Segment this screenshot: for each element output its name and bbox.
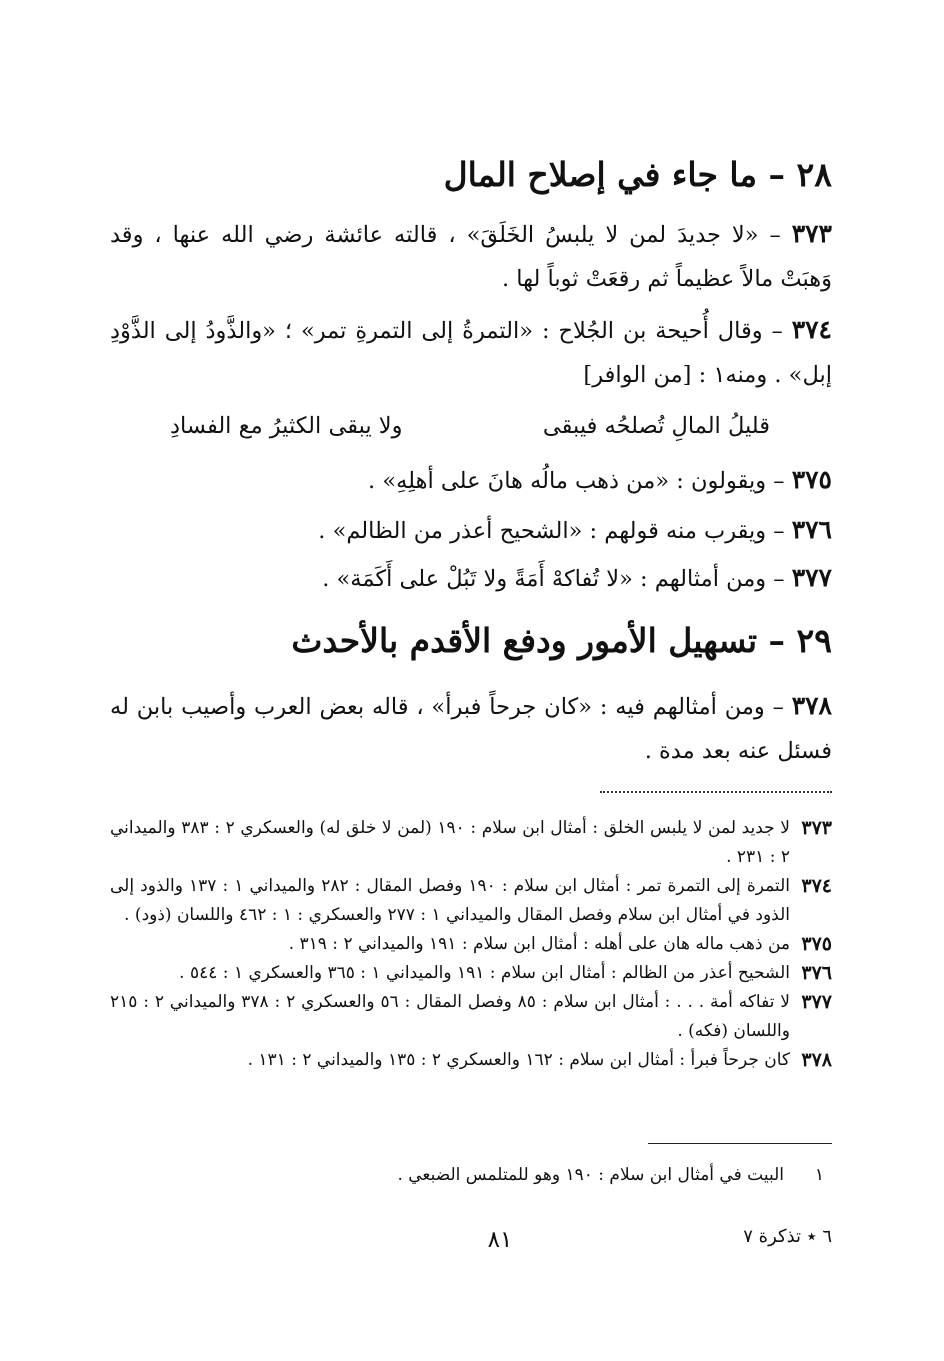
footnote-377 — [110, 988, 832, 1046]
entry-number-377: ٣٧٧ — [791, 563, 832, 592]
poetry-verse — [170, 404, 770, 448]
entry-text-376: – ويقرب منه قولهم : «الشحيح أعذر من الظالم» . — [318, 518, 792, 544]
footnote-number: ٣٧٣ — [801, 817, 832, 839]
entry-text-374: – وقال أُحيحة بن الجُلاح : «التمرةُ إلى التمرةِ تمر» ؛ «والذَّودُ إلى الذَّوْدِ إبل» . ومنه١ : [من الوافر] — [110, 318, 832, 388]
footnote-376 — [110, 959, 832, 988]
paragraph-376 — [110, 508, 832, 553]
paragraph-377 — [110, 556, 832, 601]
footnote-number: ٣٧٨ — [801, 1049, 832, 1071]
paragraph-378 — [110, 684, 832, 773]
footnote-text: التمرة إلى التمرة تمر : أمثال ابن سلام : ١٩٠ وفصل المقال : ٢٨٢ والميداني ١ : ١٣٧ والذود إلى الذود في أمثال ابن سلام وفصل المقال والميداني ١ : ٢٧٧ والعسكري : ١ : ٤٦٢ واللسان (ذود) . — [110, 876, 790, 925]
footnote-text: الشحيح أعذر من الظالم : أمثال ابن سلام : ١٩١ والميداني ١ : ٣٦٥ والعسكري ١ : ٥٤٤ . — [179, 963, 790, 983]
footnote-number: ٣٧٥ — [801, 933, 832, 955]
entry-number-375: ٣٧٥ — [791, 465, 832, 494]
footnote-375 — [110, 930, 832, 959]
verse-footnote-number: ١ — [814, 1165, 824, 1185]
footnote-divider — [648, 1143, 832, 1144]
entry-number-374: ٣٧٤ — [791, 315, 832, 344]
footnote-number: ٣٧٦ — [801, 962, 832, 984]
verse-hemistich-first: قليلُ المالِ تُصلحُه فيبقى — [542, 413, 770, 439]
entry-number-378: ٣٧٨ — [791, 691, 832, 720]
section-heading-28: ٢٨ – ما جاء في إصلاح المال — [443, 155, 832, 194]
footnote-text: كان جرحاً فبرأ : أمثال ابن سلام : ١٦٢ والعسكري ٢ : ١٣٥ والميداني ٢ : ١٣١ . — [247, 1050, 790, 1070]
entry-text-373: – «لا جديدَ لمن لا يلبسُ الخَلَقَ» ، قالته عائشة رضي الله عنها ، وقد وَهبَتْ مالاً عظيماً ثم رقعَتْ ثوباً لها . — [110, 222, 832, 292]
entry-number-373: ٣٧٣ — [791, 219, 832, 248]
entry-text-378: – ومن أمثالهم فيه : «كان جرحاً فبرأ» ، قاله بعض العرب وأصيب بابن له فسئل عنه بعد مدة . — [110, 694, 832, 764]
footnote-374 — [110, 872, 832, 930]
signature-mark: ٦ ٭ تذكرة ٧ — [743, 1226, 832, 1247]
entry-number-376: ٣٧٦ — [791, 515, 832, 544]
footnote-number: ٣٧٧ — [801, 991, 832, 1013]
verse-hemistich-second: ولا يبقى الكثيرُ مع الفسادِ — [170, 413, 403, 439]
paragraph-375 — [110, 458, 832, 503]
entry-text-377: – ومن أمثالهم : «لا تُفاكهْ أَمَةً ولا تَبُلْ على أَكَمَة» . — [322, 566, 792, 592]
entry-text-375: – ويقولون : «من ذهب مالُه هانَ على أهلِهِ» . — [368, 468, 792, 494]
footnote-text: من ذهب ماله هان على أهله : أمثال ابن سلام : ١٩١ والميداني ٢ : ٣١٩ . — [288, 934, 790, 954]
footnote-373 — [110, 814, 832, 872]
footnote-text: لا تفاكه أمة . . . : أمثال ابن سلام : ٨٥ وفصل المقال : ٥٦ والعسكري ٢ : ٣٧٨ والميداني ٢ : ٢١٥ واللسان (فكه) . — [110, 992, 790, 1041]
footnote-378 — [110, 1046, 832, 1075]
footnotes-list — [110, 814, 832, 1075]
verse-footnote-text: البيت في أمثال ابن سلام : ١٩٠ وهو للمتلمس الضبعي . — [397, 1165, 784, 1185]
section-heading-29: ٢٩ – تسهيل الأمور ودفع الأقدم بالأحدث — [291, 621, 832, 660]
footnote-number: ٣٧٤ — [801, 875, 832, 897]
paragraph-373 — [110, 212, 832, 301]
footnote-text: لا جديد لمن لا يلبس الخلق : أمثال ابن سلام : ١٩٠ (لمن لا خلق له) والعسكري ٢ : ٣٨٣ والميداني ٢ : ٢٣١ . — [110, 818, 790, 867]
paragraph-374 — [110, 308, 832, 397]
dotted-divider — [600, 791, 832, 793]
page-number: ٨١ — [487, 1227, 513, 1253]
